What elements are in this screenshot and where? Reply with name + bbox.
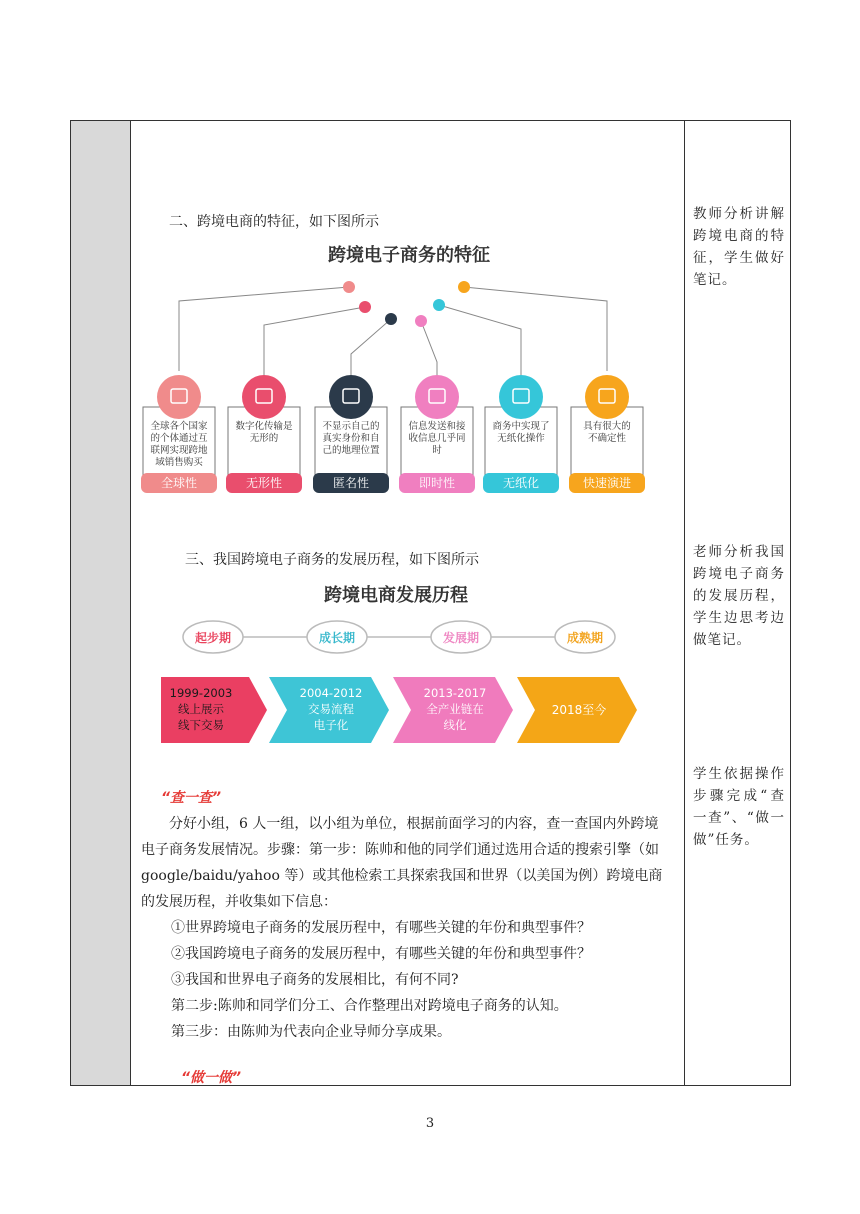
gear-icon — [499, 375, 543, 419]
stage-desc: 全产业链在 — [426, 702, 484, 716]
feature-desc-text: 收信息几乎同 — [408, 433, 466, 444]
feature-desc-text: 不显示自己的 — [322, 421, 380, 432]
check-step: 第二步:陈帅和同学们分工、合作整理出对跨境电子商务的认知。 — [171, 998, 568, 1014]
feature-desc-text: 域销售购买 — [155, 457, 203, 468]
notes-column — [684, 121, 790, 1085]
lesson-table — [70, 120, 791, 1086]
feature-label: 即时性 — [418, 476, 456, 490]
connector-dot — [343, 281, 355, 293]
stage-name: 成熟期 — [566, 631, 604, 645]
stage-desc: 电子化 — [313, 718, 349, 732]
feature-desc-text: 数字化传输是 — [235, 421, 293, 432]
stage-desc: 线化 — [443, 718, 467, 732]
feature-desc-text: 时 — [432, 445, 442, 456]
connector-line — [464, 287, 607, 371]
main-content — [131, 121, 685, 1085]
person-idea-icon — [585, 375, 629, 419]
feature-label: 匿名性 — [332, 476, 370, 490]
do-title: “做一做” — [181, 1070, 242, 1086]
check-paragraph: 分好小组，6 人一组，以小组为单位，根据前面学习的内容，查一查国内外跨境电子商务发展情况。步骤：第一步：陈帅和他的同学们通过选用合适的搜索引擎（如 google/baidu/yahoo 等）或其他检索工具探索我国和世界（以美国为例）跨境电商的发展历程，并收集如下信息： — [141, 816, 663, 910]
features-diagram-title: 跨境电子商务的特征 — [328, 245, 490, 266]
check-question: ①世界跨境电子商务的发展历程中，有哪些关键的年份和典型事件？ — [171, 920, 591, 936]
chat-icon — [157, 375, 201, 419]
teacher-note: 学生依据操作步骤完成“查一查”、“做一做”任务。 — [693, 766, 785, 848]
feature-desc-text: 无纸化操作 — [497, 433, 545, 444]
feature-desc-text: 的个体通过互 — [150, 433, 208, 444]
left-column — [71, 121, 131, 1085]
stage-desc: 线上展示 — [178, 702, 224, 716]
connector-dot — [385, 313, 397, 325]
connector-dot — [458, 281, 470, 293]
feature-desc-text: 全球各个国家 — [150, 421, 208, 432]
feature-desc-text: 信息发送和接 — [408, 421, 466, 432]
feature-label: 快速演进 — [582, 476, 632, 490]
feature-label: 无形性 — [245, 476, 283, 490]
feature-desc-text: 己的地理位置 — [322, 445, 380, 456]
check-step: 第三步：由陈帅为代表向企业导师分享成果。 — [171, 1024, 451, 1040]
page-number: 3 — [425, 1116, 435, 1131]
feature-desc-text: 具有很大的 — [583, 421, 631, 432]
connector-dot — [415, 315, 427, 327]
feature-label: 无纸化 — [502, 476, 540, 490]
chart-icon — [242, 375, 286, 419]
feature-desc-text: 商务中实现了 — [492, 421, 550, 432]
timeline-diagram — [161, 583, 661, 755]
connector-dot — [359, 301, 371, 313]
check-question: ③我国和世界电子商务的发展相比，有何不同? — [171, 972, 459, 988]
stage-name: 起步期 — [194, 631, 232, 645]
check-body — [141, 811, 671, 1045]
feature-desc-text: 不确定性 — [587, 433, 627, 444]
target-icon — [415, 375, 459, 419]
document-icon — [329, 375, 373, 419]
stage-desc: 线下交易 — [178, 718, 224, 732]
timeline-title: 跨境电商发展历程 — [324, 585, 468, 606]
check-question: ②我国跨境电子商务的发展历程中，有哪些关键的年份和典型事件？ — [171, 946, 591, 962]
stage-years: 2013-2017 — [423, 686, 487, 700]
feature-desc-text: 联网实现跨地 — [150, 445, 208, 456]
teacher-note: 教师分析讲解跨境电商的特征，学生做好笔记。 — [693, 206, 785, 288]
stage-name: 发展期 — [442, 631, 480, 645]
feature-desc-text: 无形的 — [249, 433, 279, 444]
section2-heading: 二、跨境电商的特征，如下图所示 — [169, 214, 379, 230]
stage-years: 1999-2003 — [169, 686, 233, 700]
stage-name: 成长期 — [318, 631, 356, 645]
teacher-note: 老师分析我国跨境电子商务的发展历程，学生边思考边做笔记。 — [693, 544, 785, 648]
connector-dot — [433, 299, 445, 311]
stage-years: 2018至今 — [551, 703, 607, 717]
stage-desc: 交易流程 — [308, 702, 354, 716]
check-title: “查一查” — [161, 790, 222, 806]
feature-desc-text: 真实身份和自 — [322, 433, 380, 444]
features-diagram — [139, 239, 679, 499]
stage-years: 2004-2012 — [299, 686, 363, 700]
feature-label: 全球性 — [160, 476, 198, 490]
section3-heading: 三、我国跨境电子商务的发展历程，如下图所示 — [185, 552, 479, 568]
